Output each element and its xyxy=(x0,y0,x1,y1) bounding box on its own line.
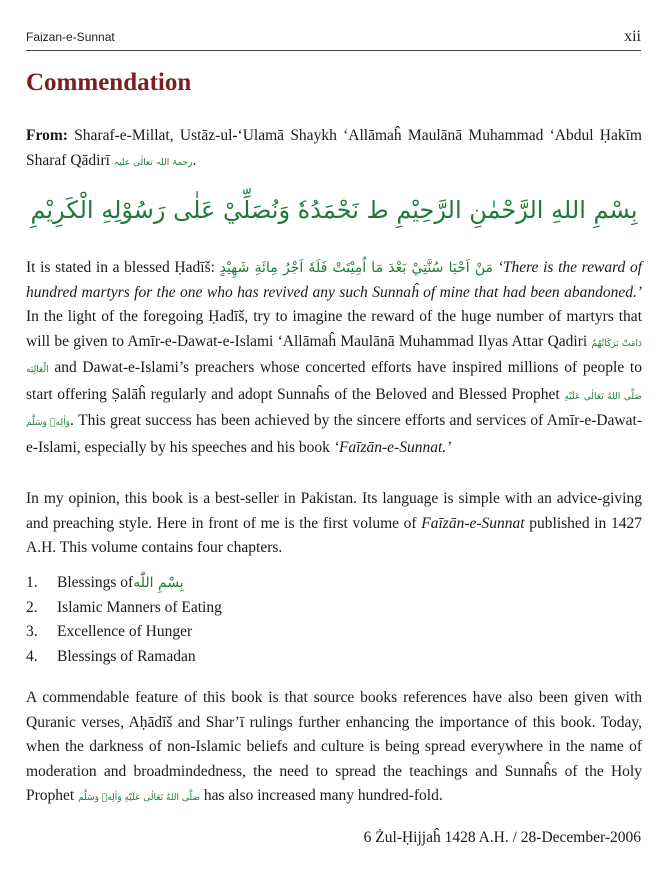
from-label: From: xyxy=(26,127,68,144)
from-attribution xyxy=(26,124,642,175)
list-number: 4. xyxy=(26,647,38,665)
honorific-arabic-3: صَلَّى اللهُ تَعَالٰى عَلَيْهِ وَاٰلِهٖ وَسَلَّم xyxy=(78,793,200,803)
paragraph1-text2: and Dawat-e-Islami’s preachers whose concerted efforts have inspired millions of people to start offering Ṣalāĥ regularly and adopt Sunnaĥs of the Beloved and Blessed Prophet xyxy=(26,359,642,403)
list-item xyxy=(26,620,222,645)
honorific-arabic-2: صَلَّى اللهُ تَعَالٰى عَلَيْهِ وَاٰلِهٖ وَسَلَّم xyxy=(26,391,642,428)
paragraph-feature xyxy=(26,686,642,811)
list-number: 3. xyxy=(26,623,38,640)
running-header xyxy=(26,24,641,51)
paragraph2-text2: published in 1427 A.H. This volume contains four chapters. xyxy=(26,514,642,556)
hadith-intro: It is stated in a blessed Ḥadīš: xyxy=(26,259,220,276)
list-text: Islamic Manners of Eating xyxy=(57,598,222,616)
list-item xyxy=(26,596,222,621)
page-number: xii xyxy=(624,28,641,45)
bismillah-calligraphy: بِسْمِ اللهِ الرَّحْمٰنِ الرَّحِيْمِ ط نَحْمَدُهٗ وَنُصَلِّيْ عَلٰى رَسُوْلِهِ الْكَرِيْمِ xyxy=(30,196,638,224)
from-text: Sharaf-e-Millat, Ustāz-ul-‘Ulamā Shaykh ‘Allāmaĥ Maulānā Muhammad ‘Abdul Ḥakīm Sharaf Qādirī xyxy=(26,127,642,169)
paragraph-hadith xyxy=(26,256,642,460)
book-title: Faīzān-e-Sunnat xyxy=(421,514,525,532)
paragraph1-text1: In the light of the foregoing Ḥadīš, try to imagine the reward of the huge number of martyrs that will be given to Amīr-e-Dawat-e-Islami ‘Allāmaĥ Maulānā Muhammad Ilyas Attar Qadiri xyxy=(26,308,642,350)
honorific-arabic: رحمۃ اللہ تعالٰی علیہ xyxy=(113,157,193,168)
chapter-list xyxy=(26,571,222,669)
list-number: 2. xyxy=(26,598,38,616)
list-text: Blessings of xyxy=(57,574,134,591)
hadith-arabic: مَنْ اَحْيَا سُنَّتِيْ بَعْدَ مَا اُمِيْتَتْ فَلَهٗ اَجْرُ مِائَةِ شَهِيْدٍ xyxy=(219,260,494,276)
paragraph2-text1: In my opinion, this book is a best-seller in Pakistan. Its language is simple with an advice-giving and preaching style. Here in front of me is the first volume of xyxy=(26,490,642,532)
paragraph3-text1: A commendable feature of this book is that source books references have also been given with Quranic verses, Aḥādīš and Shar’ī rulings further enhancing the importance of this book. Today, when the darkness of non-Islamic beliefs and culture is being spread everywhere in the name of moderation and broadmindedness, the need to spread the teachings and Sunnaĥs of the Holy Prophet xyxy=(26,689,642,804)
paragraph1-text3: . This great success has been achieved by the sincere efforts and services of Amīr-e-Dawat-e-Islami, especially by his speeches and his book xyxy=(26,412,642,456)
list-item xyxy=(26,645,222,670)
list-number: 1. xyxy=(26,574,38,591)
list-item xyxy=(26,571,222,596)
book-title: ‘Faīzān-e-Sunnat.’ xyxy=(333,438,452,456)
honorific-arabic-1: دَامَتْ بَرَكَاتُهُمُ الْعَالِيَه xyxy=(26,338,642,375)
page-title: Commendation xyxy=(26,69,192,96)
hadith-translation: ‘There is the reward of hundred martyrs for the one who has revived any such Sunnaĥ of mine that had been abandoned.’ xyxy=(26,259,643,301)
list-text: Blessings of Ramadan xyxy=(57,647,196,665)
dateline: 6 Żul-Ḥijjaĥ 1428 A.H. / 28-December-2006 xyxy=(363,829,641,846)
from-end: . xyxy=(192,151,197,169)
paragraph3-text2: has also increased many hundred-fold. xyxy=(199,787,443,804)
bismillah-arabic: بِسْمِ اللّٰه xyxy=(133,575,184,591)
running-title: Faizan-e-Sunnat xyxy=(26,30,115,44)
paragraph-opinion xyxy=(26,487,642,561)
list-text: Excellence of Hunger xyxy=(57,623,193,640)
